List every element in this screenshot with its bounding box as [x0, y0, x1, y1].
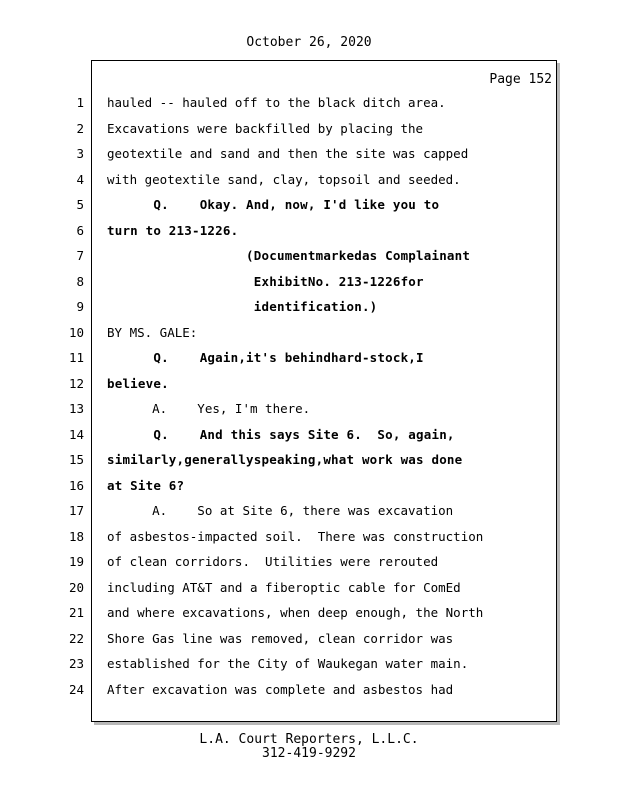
- line-number: 16: [68, 477, 84, 493]
- line-text: similarly,generallyspeaking,what work was done: [107, 452, 463, 467]
- line-text: Q. And this says Site 6. So, again,: [107, 426, 455, 442]
- line-number: 24: [68, 681, 84, 697]
- header-date: October 26, 2020: [246, 35, 372, 50]
- line-text: at Site 6?: [107, 477, 185, 493]
- line-text: Excavations were backfilled by placing the: [107, 120, 424, 136]
- line-number: 3: [76, 146, 84, 161]
- line-number: 15: [68, 452, 84, 467]
- line-number: 18: [68, 528, 84, 544]
- line-number: 22: [68, 630, 84, 646]
- line-text: Shore Gas line was removed, clean corridor was: [107, 630, 454, 646]
- line-text: ExhibitNo. 213-1226for: [107, 273, 424, 289]
- line-text: After excavation was complete and asbestos had: [107, 681, 454, 697]
- line-number: 6: [76, 222, 84, 238]
- line-number: 12: [68, 375, 84, 391]
- line-number: 20: [68, 579, 84, 595]
- line-text: Q. Again,it's behindhard-stock,I: [107, 350, 424, 365]
- line-text: established for the City of Waukegan water main.: [107, 656, 469, 671]
- line-number: 19: [68, 554, 84, 569]
- line-text: with geotextile sand, clay, topsoil and seeded.: [107, 171, 461, 187]
- line-number: 17: [68, 503, 84, 518]
- line-text: including AT&T and a fiberoptic cable for ComEd: [107, 579, 461, 595]
- line-number: 11: [68, 350, 84, 365]
- line-text: A. So at Site 6, there was excavation: [107, 503, 454, 518]
- line-number: 10: [68, 324, 84, 340]
- line-text: of asbestos-impacted soil. There was construction: [107, 528, 484, 544]
- line-text: turn to 213-1226.: [107, 222, 239, 238]
- line-text: geotextile and sand and then the site was capped: [107, 146, 469, 161]
- line-text: of clean corridors. Utilities were rerouted: [107, 554, 439, 569]
- line-number: 21: [68, 605, 84, 620]
- line-number: 4: [76, 171, 84, 187]
- line-text: and where excavations, when deep enough, the North: [107, 605, 484, 620]
- line-text: BY MS. GALE:: [107, 324, 198, 340]
- line-text: hauled -- hauled off to the black ditch area.: [107, 95, 446, 110]
- footer-phone: 312-419-9292: [262, 746, 356, 761]
- page-number: Page 152: [489, 72, 552, 87]
- line-number: 9: [76, 299, 84, 314]
- line-number: 13: [68, 401, 84, 416]
- line-number: 23: [68, 656, 84, 671]
- line-text: (Documentmarkedas Complainant: [107, 248, 471, 263]
- line-text: A. Yes, I'm there.: [107, 401, 311, 416]
- line-number: 7: [76, 248, 84, 263]
- line-text: believe.: [107, 375, 169, 391]
- line-number: 5: [76, 197, 84, 212]
- footer-company: L.A. Court Reporters, L.L.C.: [199, 732, 419, 747]
- footer: [0, 733, 618, 761]
- line-number: 8: [76, 273, 84, 289]
- line-text: identification.): [107, 299, 378, 314]
- line-number: 1: [76, 95, 84, 110]
- line-number: 2: [76, 120, 84, 136]
- line-text: Q. Okay. And, now, I'd like you to: [107, 197, 440, 212]
- line-number: 14: [68, 426, 84, 442]
